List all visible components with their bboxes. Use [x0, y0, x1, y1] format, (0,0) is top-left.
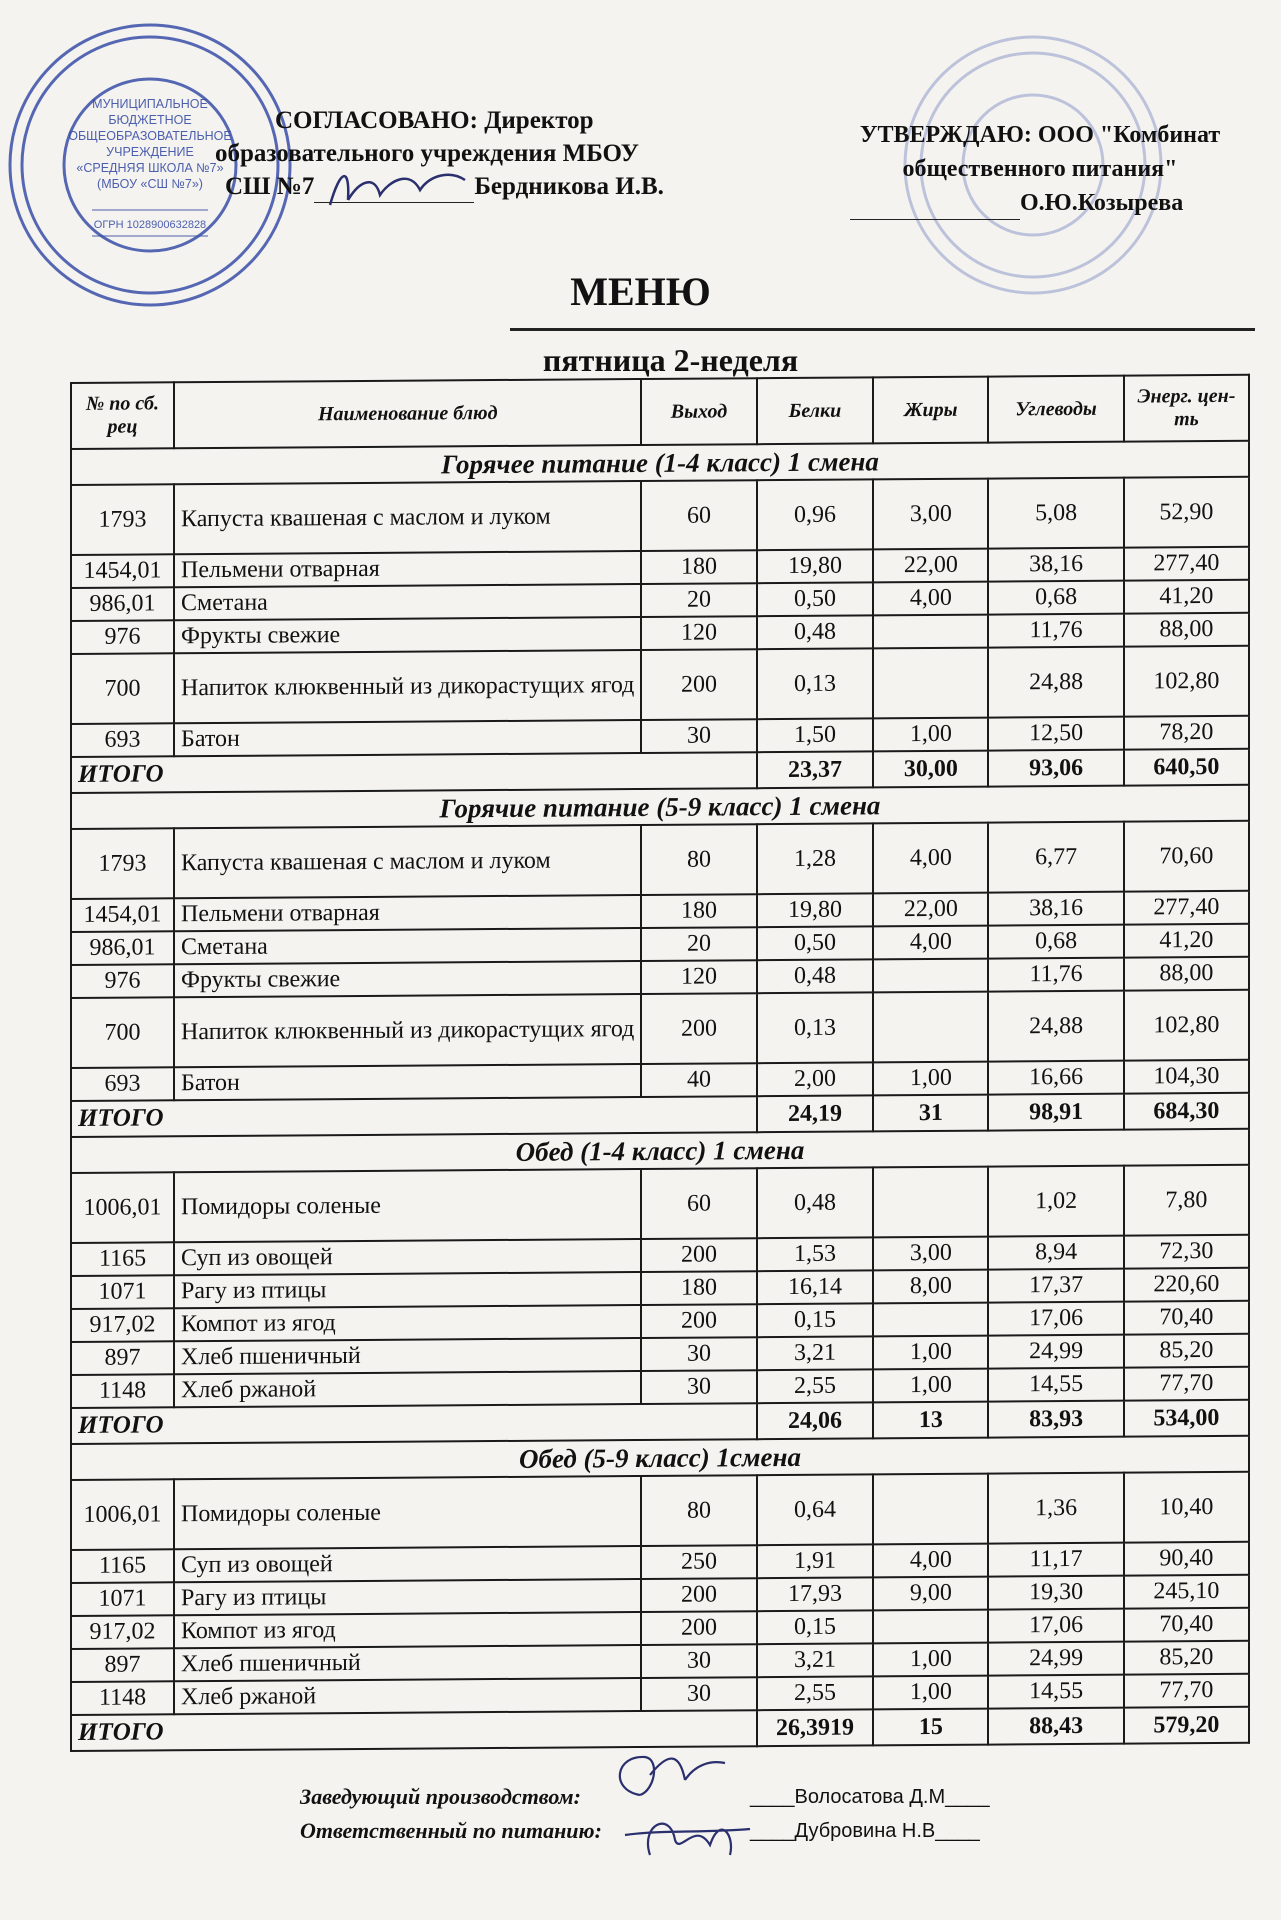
cell-name: Фрукты свежие — [174, 961, 641, 997]
cell-fat — [873, 1167, 988, 1238]
cell-code: 917,02 — [71, 1308, 174, 1342]
cell-yield: 200 — [641, 1611, 756, 1645]
total-blank — [641, 1403, 756, 1440]
col-carbs: Углеводы — [988, 376, 1124, 443]
confirm-line-1: УТВЕРЖДАЮ: ООО "Комбинат — [859, 122, 1221, 148]
cell-name: Пельмени отварная — [174, 895, 641, 931]
cell-code: 1071 — [71, 1275, 174, 1309]
cell-protein: 1,91 — [757, 1544, 874, 1578]
cell-protein: 2,00 — [757, 1062, 874, 1096]
confirm-line-2: общественного питания" — [902, 156, 1178, 182]
col-yield: Выход — [641, 378, 756, 445]
cell-carbs: 17,06 — [988, 1609, 1124, 1643]
cell-fat: 1,00 — [873, 1062, 988, 1096]
table-row — [71, 646, 1249, 724]
cell-carbs: 6,77 — [988, 822, 1124, 893]
cell-yield: 30 — [641, 719, 756, 753]
cell-energy: 10,40 — [1124, 1472, 1249, 1543]
cell-code: 1793 — [71, 484, 174, 555]
cell-fat — [873, 959, 988, 993]
cell-energy: 72,30 — [1124, 1235, 1249, 1269]
cell-energy: 88,00 — [1124, 957, 1249, 991]
cell-yield: 20 — [641, 927, 756, 961]
cell-energy: 102,80 — [1124, 646, 1249, 717]
cell-protein: 0,13 — [757, 648, 874, 719]
cell-protein: 0,48 — [757, 959, 874, 993]
cell-code: 1165 — [71, 1242, 174, 1276]
cell-code: 976 — [71, 620, 174, 654]
cell-name: Пельмени отварная — [174, 551, 641, 587]
cell-protein: 3,21 — [757, 1336, 874, 1370]
nutrition-row — [300, 1814, 1200, 1848]
table-row — [71, 477, 1249, 555]
cell-protein: 1,28 — [757, 823, 874, 894]
cell-energy: 77,70 — [1124, 1674, 1249, 1708]
cell-yield: 60 — [641, 480, 756, 551]
page-title: МЕНЮ — [570, 269, 711, 314]
cell-energy: 70,60 — [1124, 821, 1249, 892]
cell-yield: 20 — [641, 583, 756, 617]
nutrition-label: Ответственный по питанию: — [300, 1818, 602, 1843]
total-blank — [641, 1096, 756, 1133]
production-label: Заведующий производством: — [300, 1784, 581, 1809]
table-header-row — [71, 375, 1249, 449]
cell-name: Напиток клюквенный из дикорастущих ягод — [174, 650, 641, 723]
table-row — [71, 1165, 1249, 1243]
cell-energy: 70,40 — [1124, 1608, 1249, 1642]
cell-energy: 88,00 — [1124, 613, 1249, 647]
section-title: Обед (1-4 класс) 1 смена — [71, 1129, 1249, 1173]
cell-code: 976 — [71, 964, 174, 998]
stamp-line-6: (МБОУ «СШ №7») — [97, 177, 203, 191]
cell-fat: 22,00 — [873, 549, 988, 583]
section-title: Горячее питание (1-4 класс) 1 смена — [71, 441, 1249, 485]
cell-fat: 4,00 — [873, 823, 988, 894]
total-protein: 23,37 — [757, 751, 874, 788]
confirmation-block — [830, 118, 1250, 220]
cell-carbs: 38,16 — [988, 892, 1124, 926]
cell-code: 986,01 — [71, 587, 174, 621]
stamp-line-3: ОБЩЕОБРАЗОВАТЕЛЬНОЕ — [68, 129, 232, 143]
cell-protein: 0,48 — [757, 615, 874, 649]
page-subtitle: пятница 2-неделя — [542, 342, 799, 378]
cell-yield: 200 — [641, 1578, 756, 1612]
cell-carbs: 11,76 — [988, 614, 1124, 648]
cell-energy: 77,70 — [1124, 1367, 1249, 1401]
total-energy: 684,30 — [1124, 1093, 1249, 1130]
cell-energy: 70,40 — [1124, 1301, 1249, 1335]
cell-energy: 78,20 — [1124, 716, 1249, 750]
total-carbs: 93,06 — [988, 750, 1124, 787]
stamp-line-4: УЧРЕЖДЕНИЕ — [106, 145, 194, 159]
cell-yield: 30 — [641, 1677, 756, 1711]
cell-protein: 2,55 — [757, 1369, 874, 1403]
cell-fat: 3,00 — [873, 1237, 988, 1271]
total-carbs: 98,91 — [988, 1094, 1124, 1131]
cell-name: Компот из ягод — [174, 1612, 641, 1648]
total-fat: 30,00 — [873, 751, 988, 788]
cell-yield: 200 — [641, 1238, 756, 1272]
total-protein: 24,19 — [757, 1095, 874, 1132]
cell-name: Хлеб ржаной — [174, 1678, 641, 1714]
cell-name: Суп из овощей — [174, 1239, 641, 1275]
col-fat: Жиры — [873, 377, 988, 444]
cell-carbs: 24,99 — [988, 1335, 1124, 1369]
total-fat: 13 — [873, 1402, 988, 1439]
cell-name: Сметана — [174, 928, 641, 964]
cell-carbs: 14,55 — [988, 1368, 1124, 1402]
cell-protein: 0,48 — [757, 1167, 874, 1238]
cell-carbs: 24,88 — [988, 647, 1124, 718]
cell-name: Суп из овощей — [174, 1546, 641, 1582]
cell-energy: 90,40 — [1124, 1542, 1249, 1576]
nutrition-name: ____ Дубровина Н.В ____ — [750, 1814, 980, 1848]
cell-carbs: 8,94 — [988, 1236, 1124, 1270]
cell-yield: 200 — [641, 993, 756, 1064]
stamp-ogrn: ОГРН 1028900632828 — [93, 219, 207, 231]
total-protein: 24,06 — [757, 1402, 874, 1439]
table-row — [71, 821, 1249, 899]
cell-fat: 1,00 — [873, 1643, 988, 1677]
cell-yield: 200 — [641, 1304, 756, 1338]
cell-protein: 3,21 — [757, 1643, 874, 1677]
stamp-line-5: «СРЕДНЯЯ ШКОЛА №7» — [76, 161, 224, 175]
production-name: ____ Волосатова Д.М ____ — [750, 1780, 990, 1814]
cell-energy: 277,40 — [1124, 891, 1249, 925]
cell-yield: 30 — [641, 1337, 756, 1371]
cell-yield: 30 — [641, 1370, 756, 1404]
col-protein: Белки — [757, 377, 874, 444]
cell-name: Сметана — [174, 584, 641, 620]
cell-fat: 1,00 — [873, 1676, 988, 1710]
cell-fat: 1,00 — [873, 1369, 988, 1403]
cell-carbs: 24,99 — [988, 1642, 1124, 1676]
cell-code: 700 — [71, 653, 174, 724]
cell-code: 1793 — [71, 828, 174, 899]
col-energy: Энерг. цен-ть — [1124, 375, 1249, 442]
table-row — [71, 1472, 1249, 1550]
cell-yield: 180 — [641, 550, 756, 584]
total-label: ИТОГО — [71, 1404, 641, 1444]
cell-energy: 104,30 — [1124, 1060, 1249, 1094]
cell-carbs: 17,37 — [988, 1269, 1124, 1303]
cell-fat: 8,00 — [873, 1270, 988, 1304]
title-divider — [510, 328, 1255, 331]
total-label: ИТОГО — [71, 1711, 641, 1751]
manager-name: О.Ю.Козырева — [1020, 190, 1184, 216]
cell-protein: 0,64 — [757, 1474, 874, 1545]
cell-name: Рагу из птицы — [174, 1579, 641, 1615]
cell-code: 700 — [71, 997, 174, 1068]
cell-fat — [873, 1610, 988, 1644]
cell-protein: 0,13 — [757, 992, 874, 1063]
cell-yield: 40 — [641, 1063, 756, 1097]
cell-code: 1071 — [71, 1582, 174, 1616]
total-label: ИТОГО — [71, 1097, 641, 1137]
menu-body — [71, 441, 1249, 1751]
cell-carbs: 0,68 — [988, 581, 1124, 615]
cell-fat: 1,00 — [873, 718, 988, 752]
cell-energy: 277,40 — [1124, 547, 1249, 581]
cell-fat — [873, 1303, 988, 1337]
cell-energy: 7,80 — [1124, 1165, 1249, 1236]
cell-protein: 0,50 — [757, 582, 874, 616]
cell-name: Рагу из птицы — [174, 1272, 641, 1308]
cell-code: 1454,01 — [71, 554, 174, 588]
total-protein: 26,3919 — [757, 1709, 874, 1746]
director-signature — [320, 160, 470, 220]
total-blank — [641, 752, 756, 789]
cell-yield: 60 — [641, 1168, 756, 1239]
cell-name: Помидоры соленые — [174, 1476, 641, 1549]
cell-carbs: 19,30 — [988, 1576, 1124, 1610]
cell-energy: 41,20 — [1124, 924, 1249, 958]
total-energy: 579,20 — [1124, 1707, 1249, 1744]
cell-name: Хлеб пшеничный — [174, 1645, 641, 1681]
cell-code: 1006,01 — [71, 1172, 174, 1243]
cell-energy: 220,60 — [1124, 1268, 1249, 1302]
cell-name: Капуста квашеная с маслом и луком — [174, 825, 641, 898]
cell-carbs: 1,36 — [988, 1473, 1124, 1544]
cell-carbs: 11,76 — [988, 958, 1124, 992]
stamp-line-1: МУНИЦИПАЛЬНОЕ — [92, 97, 208, 111]
cell-yield: 180 — [641, 894, 756, 928]
cell-name: Напиток клюквенный из дикорастущих ягод — [174, 994, 641, 1067]
cell-code: 917,02 — [71, 1615, 174, 1649]
signature-line — [850, 199, 1020, 220]
cell-yield: 80 — [641, 1475, 756, 1546]
total-energy: 640,50 — [1124, 749, 1249, 786]
cell-protein: 0,15 — [757, 1610, 874, 1644]
cell-fat: 4,00 — [873, 582, 988, 616]
cell-protein: 1,53 — [757, 1237, 874, 1271]
cell-carbs: 0,68 — [988, 925, 1124, 959]
menu-table — [70, 374, 1250, 1752]
cell-name: Батон — [174, 720, 641, 756]
table-row — [71, 990, 1249, 1068]
cell-name: Хлеб пшеничный — [174, 1338, 641, 1374]
cell-code: 1006,01 — [71, 1479, 174, 1550]
section-title: Горячие питание (5-9 класс) 1 смена — [71, 785, 1249, 829]
signature-footer — [300, 1780, 1200, 1848]
total-blank — [641, 1710, 756, 1747]
cell-code: 1454,01 — [71, 898, 174, 932]
total-carbs: 88,43 — [988, 1708, 1124, 1745]
cell-code: 693 — [71, 1067, 174, 1101]
cell-energy: 85,20 — [1124, 1641, 1249, 1675]
cell-carbs: 24,88 — [988, 991, 1124, 1062]
cell-carbs: 1,02 — [988, 1166, 1124, 1237]
cell-energy: 52,90 — [1124, 477, 1249, 548]
cell-yield: 80 — [641, 824, 756, 895]
col-name: Наименование блюд — [174, 379, 641, 448]
stamp-line-2: БЮДЖЕТНОЕ — [108, 113, 192, 127]
cell-protein: 19,80 — [757, 893, 874, 927]
cell-carbs: 14,55 — [988, 1675, 1124, 1709]
cell-energy: 41,20 — [1124, 580, 1249, 614]
cell-yield: 180 — [641, 1271, 756, 1305]
cell-name: Батон — [174, 1064, 641, 1100]
cell-protein: 0,50 — [757, 926, 874, 960]
cell-protein: 0,15 — [757, 1303, 874, 1337]
cell-code: 897 — [71, 1341, 174, 1375]
cell-fat: 9,00 — [873, 1577, 988, 1611]
school-short-name: СШ №7 — [225, 173, 315, 200]
cell-code: 1148 — [71, 1374, 174, 1408]
cell-energy: 85,20 — [1124, 1334, 1249, 1368]
approval-line-1: СОГЛАСОВАНО: Директор — [275, 107, 594, 134]
cell-fat: 4,00 — [873, 1544, 988, 1578]
cell-protein: 0,96 — [757, 479, 874, 550]
cell-carbs: 38,16 — [988, 548, 1124, 582]
cell-yield: 30 — [641, 1644, 756, 1678]
confirm-line-3 — [830, 186, 1250, 220]
cell-name: Фрукты свежие — [174, 617, 641, 653]
cell-carbs: 16,66 — [988, 1061, 1124, 1095]
cell-fat — [873, 1474, 988, 1545]
cell-carbs: 12,50 — [988, 717, 1124, 751]
cell-protein: 16,14 — [757, 1270, 874, 1304]
cell-code: 1148 — [71, 1681, 174, 1715]
cell-yield: 250 — [641, 1545, 756, 1579]
cell-fat — [873, 992, 988, 1063]
cell-protein: 19,80 — [757, 549, 874, 583]
cell-fat — [873, 615, 988, 649]
cell-carbs: 17,06 — [988, 1302, 1124, 1336]
cell-energy: 102,80 — [1124, 990, 1249, 1061]
cell-protein: 17,93 — [757, 1577, 874, 1611]
total-label: ИТОГО — [71, 753, 641, 793]
cell-fat: 3,00 — [873, 479, 988, 550]
cell-code: 1165 — [71, 1549, 174, 1583]
cell-energy: 245,10 — [1124, 1575, 1249, 1609]
approval-line-2: образовательного учреждения МБОУ — [215, 140, 639, 167]
cell-fat — [873, 648, 988, 719]
cell-carbs: 11,17 — [988, 1543, 1124, 1577]
cell-carbs: 5,08 — [988, 478, 1124, 549]
cell-protein: 2,55 — [757, 1676, 874, 1710]
cell-fat: 1,00 — [873, 1336, 988, 1370]
col-code: № по сб. рец — [71, 382, 174, 449]
cell-name: Компот из ягод — [174, 1305, 641, 1341]
director-name: Бердникова И.В. — [474, 173, 664, 200]
total-fat: 15 — [873, 1709, 988, 1746]
cell-code: 986,01 — [71, 931, 174, 965]
total-fat: 31 — [873, 1095, 988, 1132]
production-row — [300, 1780, 1200, 1814]
total-carbs: 83,93 — [988, 1401, 1124, 1438]
cell-protein: 1,50 — [757, 718, 874, 752]
cell-yield: 200 — [641, 649, 756, 720]
total-energy: 534,00 — [1124, 1400, 1249, 1437]
cell-yield: 120 — [641, 616, 756, 650]
section-title: Обед (5-9 класс) 1смена — [71, 1436, 1249, 1480]
cell-fat: 22,00 — [873, 893, 988, 927]
cell-code: 897 — [71, 1648, 174, 1682]
cell-yield: 120 — [641, 960, 756, 994]
cell-name: Капуста квашеная с маслом и луком — [174, 481, 641, 554]
cell-code: 693 — [71, 723, 174, 757]
cell-name: Хлеб ржаной — [174, 1371, 641, 1407]
cell-name: Помидоры соленые — [174, 1169, 641, 1242]
cell-fat: 4,00 — [873, 926, 988, 960]
